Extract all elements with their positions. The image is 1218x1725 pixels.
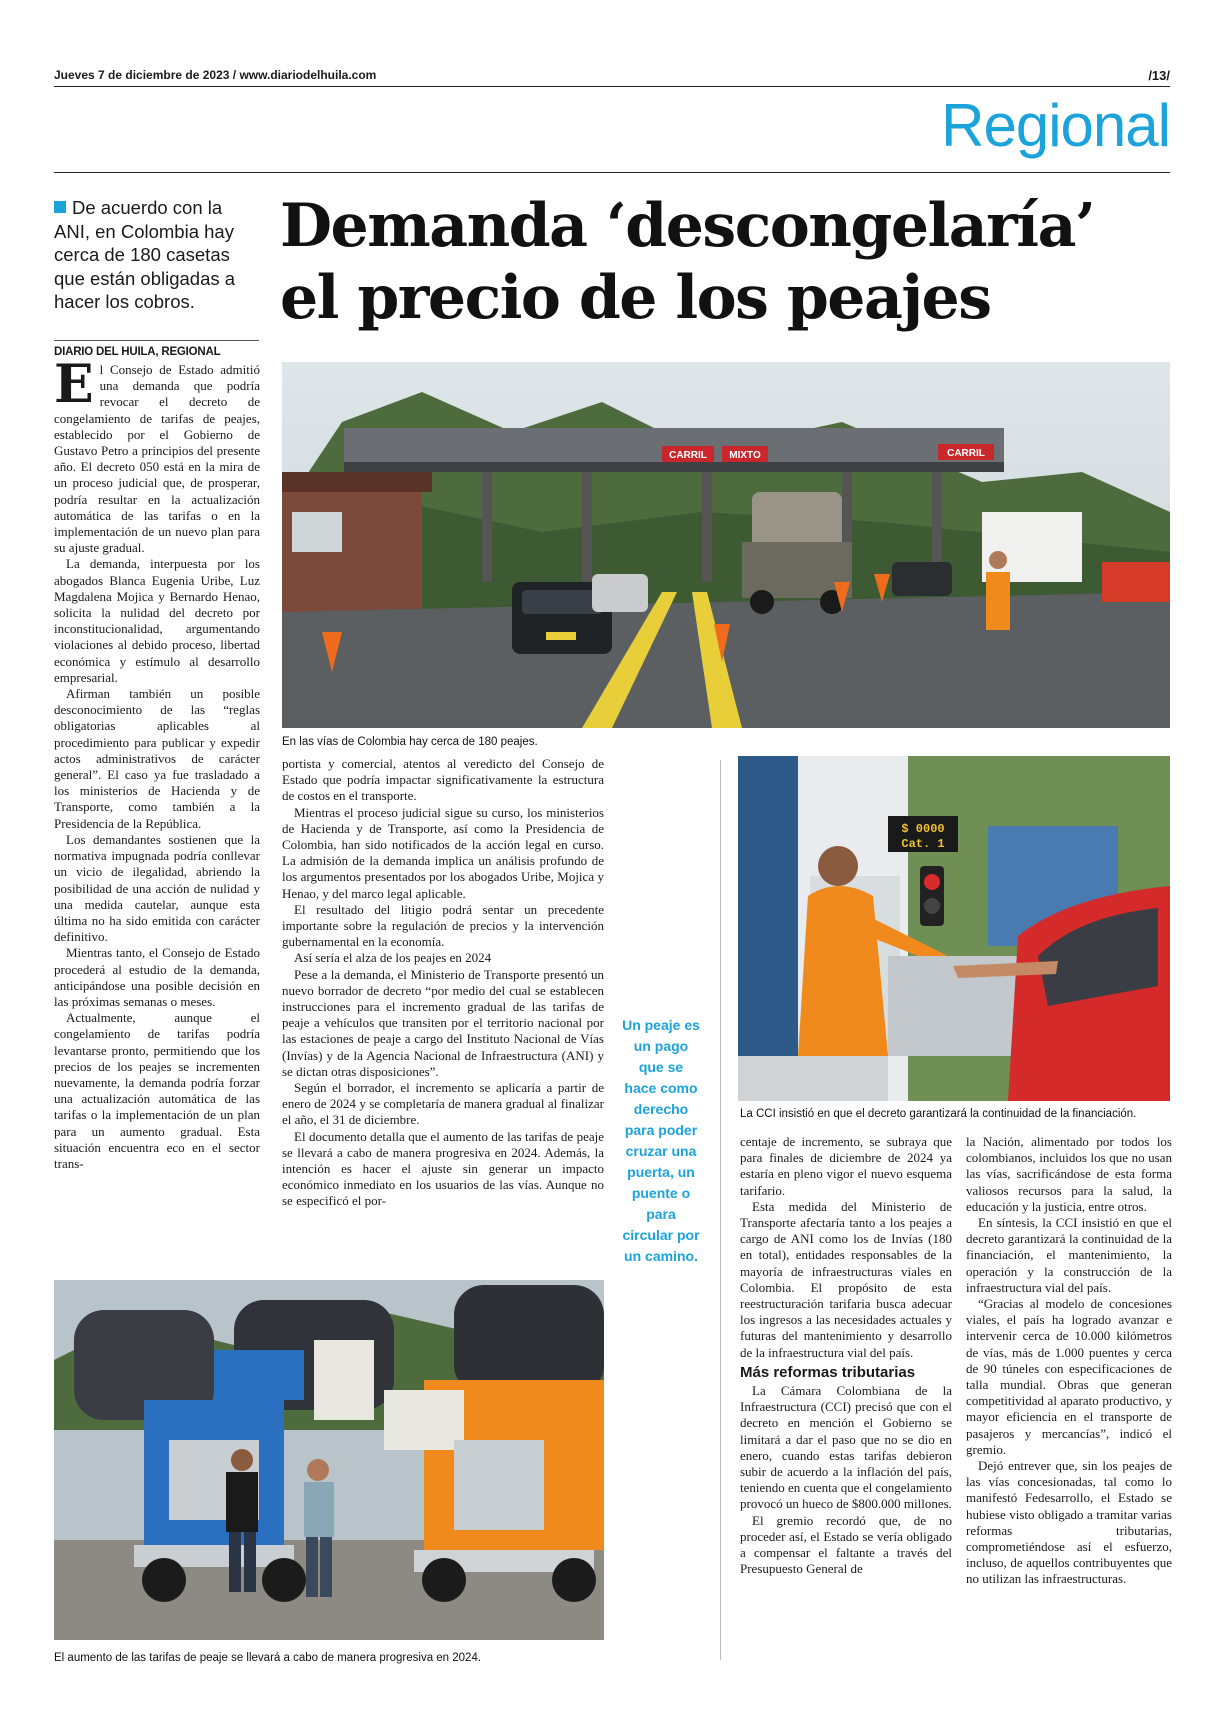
toll-photo-caption: En las vías de Colombia hay cerca de 180 peajes.	[282, 736, 538, 748]
col3-paragraph-2: Esta medida del Ministerio de Transporte afectaría tanto a los peajes a cargo de ANI como los de Invías (180 en total), entidades responsables de la mayoría de infraestructuras viales en Colombia. El propósito de esta reestructuración tarifaria busca adecuar los ingresos a las necesidades actuales y futuras del mantenimiento y desarrollo de la infraestructura vial del país.	[740, 1198, 952, 1360]
headline	[280, 190, 1180, 334]
pull-quote: Un peaje es un pago que se hace como derecho para poder cruzar una puerta, un puente o para circular por un camino.	[622, 1017, 700, 1264]
col1-paragraph-5: Mientras tanto, el Consejo de Estado procederá al estudio de la demanda, anticipándose una posible decisión en las próximas semanas o meses.	[54, 945, 260, 1009]
col2-paragraph-3: El resultado del litigio podrá sentar un precedente importante sobre la regulación de precios y la intervención gubernamental en la economía.	[282, 901, 604, 950]
lede-rule	[54, 340, 259, 341]
sign-carril-2: CARRIL	[947, 448, 985, 459]
lede-box	[54, 196, 254, 314]
col2-subhead: Así sería el alza de los peajes en 2024	[294, 950, 492, 966]
column-4	[966, 1134, 1172, 1588]
square-bullet-icon	[54, 201, 66, 213]
col2-paragraph-2: Mientras el proceso judicial sigue su curso, los ministerios de Hacienda y de Transporte, así como la Presidencia de Colombia, han sido notificados de la acción legal en curso. La admisión de la demanda implica un análisis profundo de los argumentos presentados por los abogados Uribe, Mojica y Henao, y del marco legal aplicable.	[282, 804, 604, 901]
col3-paragraph-1: centaje de incremento, se subraya que para finales de diciembre de 2024 ya estaría en pleno vigor el nuevo esquema tarifario.	[740, 1134, 952, 1198]
column-1	[54, 354, 260, 1172]
col4-paragraph-1: la Nación, alimentado por todos los colombianos, incluidos los que no usan las vías, sacrificándose de esta forma valiosos recursos para la salud, la educación y la justicia, entre otros.	[966, 1134, 1172, 1214]
lede-text: De acuerdo con la ANI, en Colombia hay cerca de 180 casetas que están obligadas a hacer los cobros.	[54, 197, 236, 312]
booth-photo	[738, 756, 1170, 1101]
col1-paragraph-2: La demanda, interpuesta por los abogados Blanca Eugenia Uribe, Luz Magdalena Mojica y Bernardo Henao, solicita la nulidad del decreto por inconstitucionalidad, argumentando violaciones al debido proceso, libertad económica y estímulo al desarrollo empresarial.	[54, 556, 260, 685]
col2-paragraph-1: portista y comercial, atentos al veredicto del Consejo de Estado que podría impactar significativamente la estructura de costos en el transporte.	[282, 756, 604, 804]
sign-carril-1: CARRIL	[669, 450, 707, 461]
headline-line-1: Demanda ‘descongelaría’	[280, 191, 1095, 261]
trucks-photo	[54, 1280, 604, 1640]
col1-paragraph-3: Afirman también un posible desconocimiento de las “reglas obligatorias aplicables al procedimiento para publicar y expedir actos administrativos de carácter general”. El caso ya fue trasladado a los ministerios de Hacienda y de Transporte, como también a la Presidencia de la República.	[54, 686, 260, 831]
column-3	[740, 1134, 952, 1577]
dropcap: E	[54, 354, 94, 415]
col4-paragraph-4: Dejó entrever que, sin los peajes de las vías concesionadas, tal como lo manifestó Fedesarrollo, el Estado se hubiese visto obligado a tramitar varias reformas tributarias, comprometiéndose así el esfuerzo, incluso, de aquellos contribuyentes que no utilizan las infraestructuras.	[966, 1458, 1172, 1587]
toll-booth-photo	[282, 362, 1170, 728]
col1-paragraph-1: El Consejo de Estado admitió una demanda que podría revocar el decreto de congelamiento de tarifas de peajes, establecido por el Gobierno de Gustavo Petro a principios del presente año. El decreto 050 está en la mira de un proceso judicial que, de prosperar, podría resultar en la actualización automática de las tarifas o en la implementación de un nuevo plan para su ajuste gradual.	[54, 354, 260, 556]
header-rule	[54, 86, 1170, 87]
booth-display-cat: Cat. 1	[901, 837, 945, 851]
booth-photo-caption: La CCI insistió en que el decreto garantizará la continuidad de la financiación.	[740, 1108, 1137, 1120]
headline-line-2: el precio de los peajes	[280, 263, 991, 333]
col1-paragraph-6: Actualmente, aunque el congelamiento de tarifas podría levantarse pronto, permitiendo que los precios de los peajes se incrementen nuevamente, la demanda podría forzar una actualización automática de las tarifas o la implementación de un plan para un aumento gradual. Esta situación encuentra eco en el sector trans-	[54, 1010, 260, 1171]
col2-paragraph-5: Según el borrador, el incremento se aplicaría a partir de enero de 2024 y se completaría de manera gradual al finalizar el año, el 31 de diciembre.	[282, 1080, 604, 1128]
sign-mixto: MIXTO	[729, 450, 761, 461]
col3-subhead: Más reformas tributarias	[740, 1363, 916, 1381]
column-2	[282, 756, 604, 1210]
section-title: Regional	[941, 92, 1170, 159]
col2-paragraph-4: Pese a la demanda, el Ministerio de Transporte presentó un nuevo borrador de decreto “por medio del cual se establecen instrucciones para el incremento gradual de las tarifas de peaje a vehículos que transiten por el territorio nacional por las estaciones de peaje a cargo del Instituto Nacional de Vías (Invías) y de la Agencia Nacional de Infraestructura (ANI) y se dictan otras disposiciones”.	[282, 966, 604, 1079]
section-rule	[54, 172, 1170, 173]
col2-paragraph-6: El documento detalla que el aumento de las tarifas de peaje se llevará a cabo de manera progresiva en 2024. Además, la intención es hacer el ajuste sin generar un impacto económico inmediato en los usuarios de las vías. Aunque no se especificó el por-	[282, 1128, 604, 1209]
col4-paragraph-3: “Gracias al modelo de concesiones viales, el país ha logrado avanzar e intervenir cerca de 10.000 kilómetros de vías, más de 1.000 puentes y cerca de 90 túneles con especificaciones de talla mundial. Obras que generan competitividad al aparato productivo, y mayor eficiencia en el transporte de pasajeros y mercancías”, indicó el gremio.	[966, 1296, 1172, 1457]
col1-paragraph-4: Los demandantes sostienen que la normativa impugnada podría conllevar un vicio de ilegalidad, abriendo la posibilidad de una acción de nulidad y una medida cautelar, aunque esta última no ha sido emitida con carácter definitivo.	[54, 831, 260, 945]
booth-display-price: $ 0000	[901, 822, 945, 836]
byline: DIARIO DEL HUILA, REGIONAL	[54, 346, 221, 358]
col3-paragraph-4: El gremio recordó que, de no proceder así, el Estado se vería obligado a compensar el faltante a través del Presupuesto General de	[740, 1512, 952, 1577]
col3-paragraph-3: La Cámara Colombiana de la Infraestructura (CCI) precisó que con el decreto en mención el Gobierno se limitará a dar el paso que no se dio en enero, cuando estas tarifas debieron subir de acuerdo a la inflación del país, teniendo en cuenta que el congelamiento provocó un hueco de $800.000 millones.	[740, 1383, 952, 1512]
trucks-photo-caption: El aumento de las tarifas de peaje se llevará a cabo de manera progresiva en 2024.	[54, 1652, 482, 1664]
column-divider	[720, 760, 721, 1660]
col4-paragraph-2: En síntesis, la CCI insistió en que el decreto garantizará la continuidad de la financiación, el mantenimiento, la operación y la construcción de la infraestructura vial del país.	[966, 1215, 1172, 1295]
dateline: Jueves 7 de diciembre de 2023 / www.diariodelhuila.com	[54, 68, 377, 82]
page-number: /13/	[1148, 68, 1170, 83]
